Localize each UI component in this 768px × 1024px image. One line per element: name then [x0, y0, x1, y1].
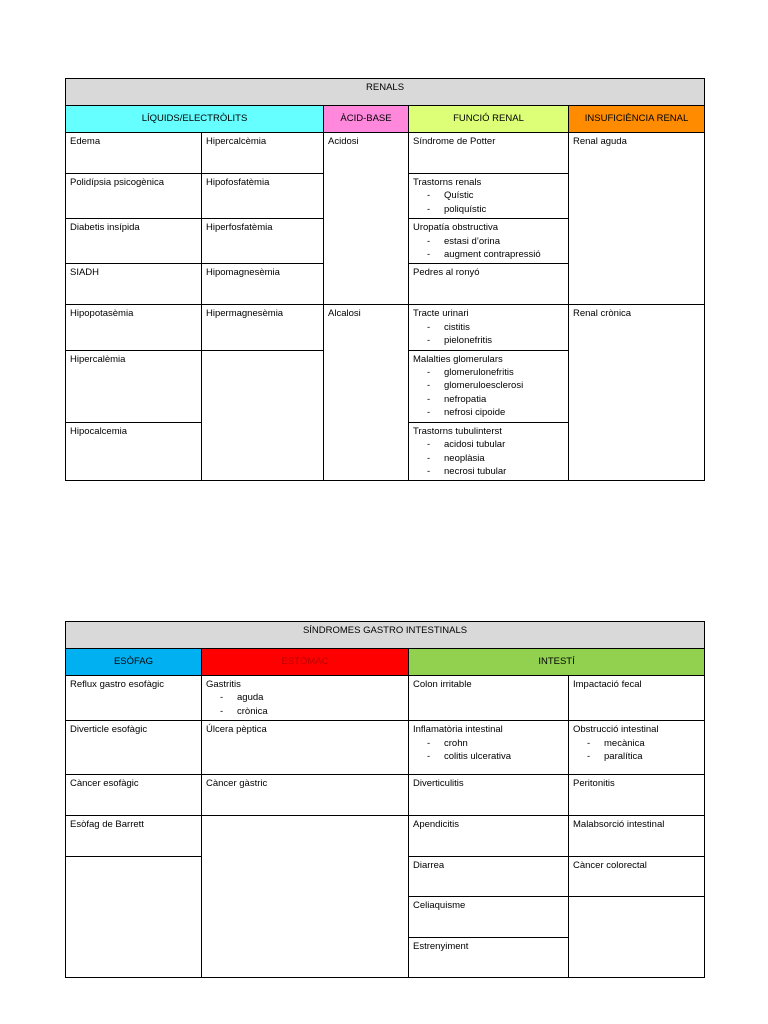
table-cell: Malabsorció intestinal — [569, 816, 705, 857]
list-item: - poliquístic — [413, 203, 564, 216]
renals-table — [65, 78, 705, 481]
table-cell — [409, 174, 569, 219]
list-item: - neoplàsia — [413, 452, 564, 465]
table-cell: Esòfag de Barrett — [66, 816, 202, 857]
table-cell — [409, 219, 569, 264]
table-cell: Acidosi — [324, 133, 409, 305]
list-item: - necrosi tubular — [413, 465, 564, 478]
cell-label: Gastritis — [206, 679, 241, 690]
table-cell: Peritonitis — [569, 775, 705, 816]
list-item: - augment contrapressió — [413, 248, 564, 261]
table-cell — [569, 897, 705, 978]
table-cell: Diverticle esofàgic — [66, 721, 202, 775]
cell-label: Trastorns tubulinterst — [413, 425, 502, 437]
list-item: - nefrosi cipoide — [413, 406, 564, 419]
cell-label: Tracte urinari — [413, 308, 469, 320]
header-acid-base: ÀCID-BASE — [324, 106, 409, 133]
table-cell: Diverticulitis — [409, 775, 569, 816]
table-cell: Apendicitis — [409, 816, 569, 857]
list-item: - nefropatia — [413, 393, 564, 406]
table-cell — [409, 422, 569, 481]
cell-label: Pedres al ronyó — [413, 267, 480, 279]
table-cell: Impactació fecal — [569, 676, 705, 721]
table-cell: Alcalosi — [324, 305, 409, 481]
list-item: - paralítica — [573, 750, 700, 763]
table-cell — [66, 857, 202, 978]
list-item: - estasi d’orina — [413, 235, 564, 248]
list-item: - Quístic — [413, 189, 564, 202]
table-cell: Hiperfosfatèmia — [202, 219, 324, 264]
header-esofag: ESÒFAG — [66, 649, 202, 676]
table-cell: Càncer colorectal — [569, 857, 705, 897]
table-cell: Hipocalcemia — [66, 422, 202, 481]
table-cell: Hipopotasèmia — [66, 305, 202, 350]
table-cell — [409, 305, 569, 350]
table-cell — [569, 721, 705, 775]
table-cell: Hipercalèmia — [66, 350, 202, 422]
list-item: - pielonefritis — [413, 334, 564, 347]
table-cell: Úlcera pèptica — [202, 721, 409, 775]
cell-label: Malalties glomerulars — [413, 353, 503, 365]
table-cell: Reflux gastro esofàgic — [66, 676, 202, 721]
header-estomac: ESTÒMAC — [202, 649, 409, 676]
table-cell: SIADH — [66, 264, 202, 305]
table-cell: Hipofosfatèmia — [202, 174, 324, 219]
table-title: SÍNDROMES GASTRO INTESTINALS — [66, 622, 705, 649]
list-item: - cistitis — [413, 321, 564, 334]
table-cell — [409, 264, 569, 305]
cell-label: Trastorns renals — [413, 177, 482, 188]
list-item: - crohn — [413, 737, 564, 750]
list-item: - glomerulonefritis — [413, 366, 564, 379]
header-intesti: INTESTÍ — [409, 649, 705, 676]
cell-label: Síndrome de Potter — [413, 136, 496, 147]
header-insuficiencia: INSUFICIÈNCIA RENAL — [569, 106, 705, 133]
table-cell: Càncer esofàgic — [66, 775, 202, 816]
table-cell: Celiaquisme — [409, 897, 569, 938]
table-cell — [409, 133, 569, 174]
table-cell: Diarrea — [409, 857, 569, 897]
gastro-table — [65, 621, 705, 978]
table-cell: Renal crònica — [569, 305, 705, 481]
table-cell: Estrenyiment — [409, 938, 569, 978]
table-cell: Diabetis insípida — [66, 219, 202, 264]
table-cell — [409, 350, 569, 422]
table-cell: Càncer gàstric — [202, 775, 409, 816]
list-item: - aguda — [206, 691, 404, 704]
table-cell: Edema — [66, 133, 202, 174]
cell-label: Uropatía obstructiva — [413, 222, 499, 234]
table-cell — [202, 350, 324, 481]
header-liquids: LÍQUIDS/ELECTRÒLITS — [66, 106, 324, 133]
list-item: - glomeruloesclerosi — [413, 379, 564, 392]
cell-label: Inflamatòria intestinal — [413, 724, 503, 736]
list-item: - acidosi tubular — [413, 438, 564, 451]
table-cell: Hipomagnesèmia — [202, 264, 324, 305]
table-cell — [202, 676, 409, 721]
cell-label: Obstrucció intestinal — [573, 724, 659, 736]
list-item: - mecànica — [573, 737, 700, 750]
header-funcio-renal: FUNCIÓ RENAL — [409, 106, 569, 133]
table-cell — [202, 816, 409, 978]
list-item: - colitis ulcerativa — [413, 750, 564, 763]
table-cell: Renal aguda — [569, 133, 705, 305]
table-cell: Colon irritable — [409, 676, 569, 721]
list-item: - crònica — [206, 705, 404, 718]
table-cell: Polidípsia psicogènica — [66, 174, 202, 219]
table-title: RENALS — [66, 79, 705, 106]
table-cell: Hipercalcèmia — [202, 133, 324, 174]
table-cell — [409, 721, 569, 775]
table-cell: Hipermagnesèmia — [202, 305, 324, 350]
